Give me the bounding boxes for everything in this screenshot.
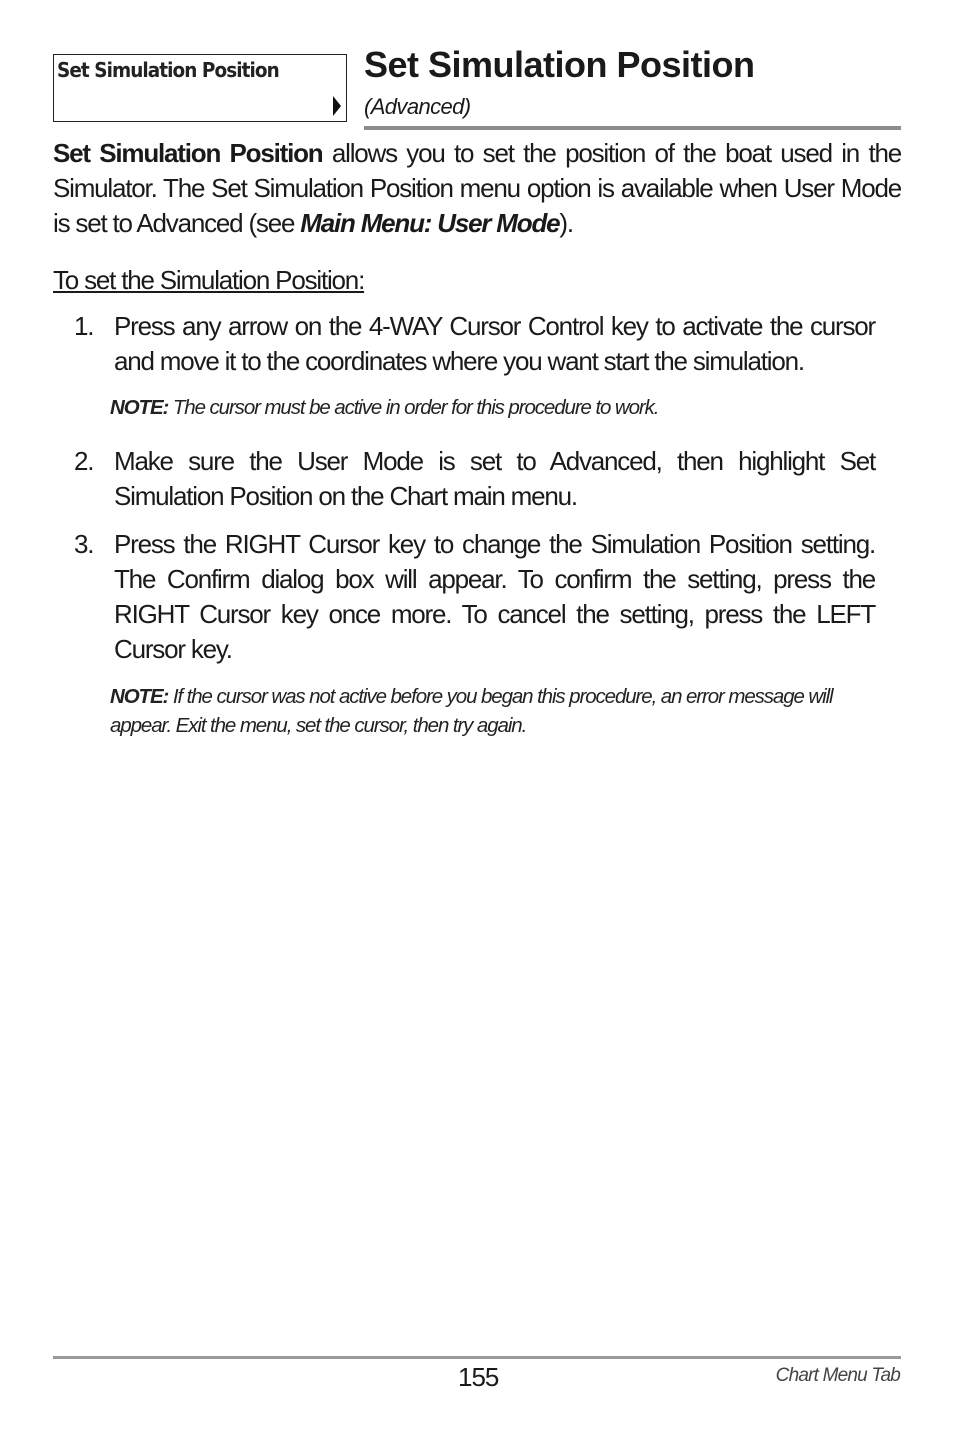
step-text-1: Press any arrow on the 4-WAY Cursor Control key to activate the cursor and move it to the coordinates where you want start the simulation. — [114, 311, 875, 376]
intro-text-1: allows you to set the position of the boat used in the Simulator. The Set Simulation Position menu option is available when User Mode is set to Advanced (see — [53, 138, 901, 238]
procedure-heading: To set the Simulation Position: — [53, 265, 365, 295]
step-number-2: 2. — [74, 446, 94, 476]
note-1 — [110, 393, 880, 422]
note-2 — [110, 682, 850, 740]
step-text-2: Make sure the User Mode is set to Advanced, then highlight Set Simulation Position on the Chart main menu. — [114, 446, 875, 511]
step-text-3: Press the RIGHT Cursor key to change the Simulation Position setting. The Confirm dialog box will appear. To confirm the setting, press the RIGHT Cursor key once more. To cancel the setting, press the LEFT Cursor key. — [114, 529, 875, 664]
intro-reference: Main Menu: User Mode — [300, 208, 560, 238]
menu-item-set-simulation-position — [53, 54, 347, 122]
intro-term: Set Simulation Position — [53, 138, 323, 168]
page-number: 155 — [458, 1362, 499, 1392]
title-divider — [364, 126, 901, 130]
step-number-3: 3. — [74, 529, 94, 559]
intro-text-2: ). — [559, 208, 573, 238]
intro-paragraph — [53, 136, 901, 241]
page-title: Set Simulation Position — [364, 44, 755, 85]
note-label: NOTE: — [110, 396, 169, 419]
note-text: The cursor must be active in order for this procedure to work. — [168, 396, 659, 419]
section-name: Chart Menu Tab — [775, 1365, 900, 1386]
menu-item-label: Set Simulation Position — [57, 58, 279, 82]
triangle-right-icon — [332, 95, 342, 117]
step-number-1: 1. — [74, 311, 94, 341]
note-label: NOTE: — [110, 685, 169, 708]
footer-divider — [53, 1356, 901, 1359]
note-text: If the cursor was not active before you began this procedure, an error message will appear. Exit the menu, set the cursor, then try again. — [110, 685, 833, 737]
page-subtitle: (Advanced) — [364, 94, 471, 119]
